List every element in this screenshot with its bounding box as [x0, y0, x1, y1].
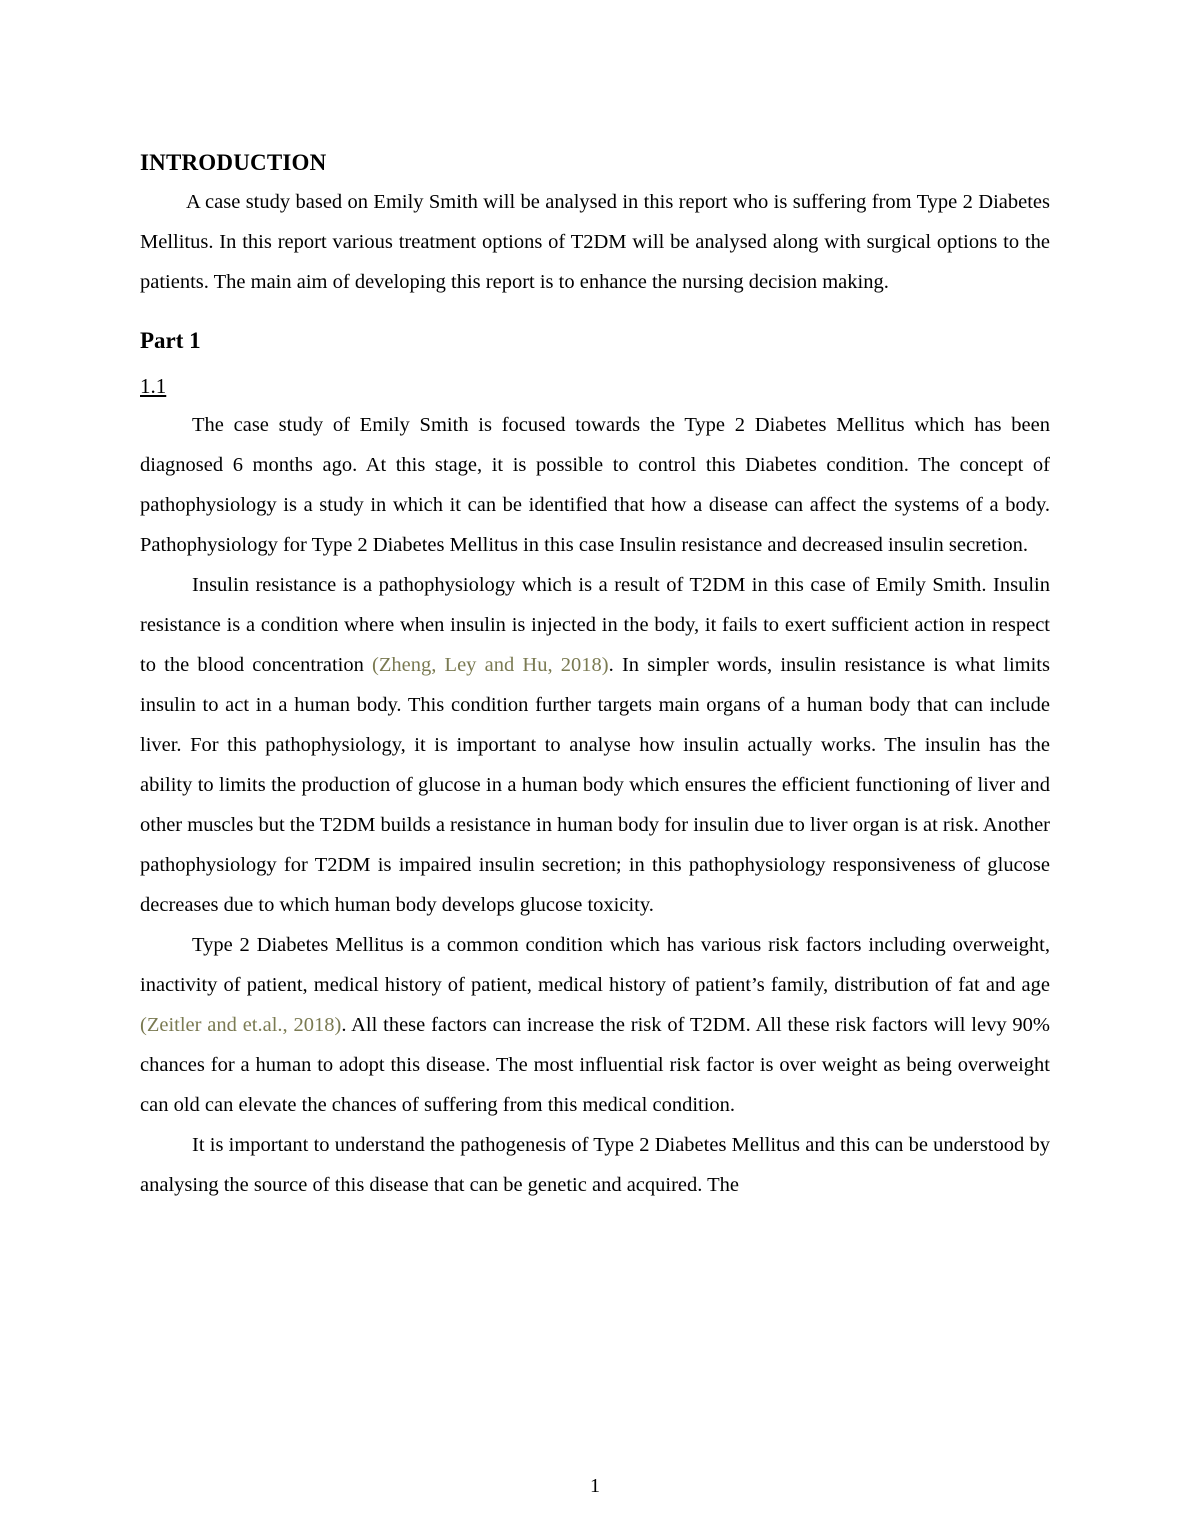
paragraph-risk-part2: . All these factors can increase the risk of T2DM. All these risk factors will levy 90% chances for a human to adopt this disease. The most influential risk factor is over weight as being overweight can old can elevate the chances of suffering from this medical condition. — [140, 1014, 1050, 1116]
page-number: 1 — [590, 1475, 600, 1497]
subsection-number: 1.1 — [140, 374, 167, 398]
paragraph-risk-part1: Type 2 Diabetes Mellitus is a common condition which has various risk factors including overweight, inactivity of patient, medical history of patient, medical history of patient’s family, distribution of fat and age — [140, 934, 1050, 996]
citation-zheng: (Zheng, Ley and Hu, 2018) — [372, 654, 609, 676]
section-heading-part-1: Part 1 — [140, 328, 201, 353]
paragraph-insulin-part1: Insulin resistance is a pathophysiology which is a result of T2DM in this case of Emily Smith. Insulin resistance is a condition where when insulin is injected in the body, it fails to exert sufficient action in respect to the blood concentration — [140, 574, 1050, 676]
paragraph-risk-factors — [140, 925, 1050, 1125]
paragraph-pathophysiology: The case study of Emily Smith is focused towards the Type 2 Diabetes Mellitus which has been diagnosed 6 months ago. At this stage, it is possible to control this Diabetes condition. The concept of pathophysiology is a study in which it can be identified that how a disease can affect the systems of a body. Pathophysiology for Type 2 Diabetes Mellitus in this case Insulin resistance and decreased insulin secretion. — [140, 414, 1050, 556]
paragraph-insulin-part2: . In simpler words, insulin resistance is what limits insulin to act in a human body. This condition further targets main organs of a human body that can include liver. For this pathophysiology, it is important to analyse how insulin actually works. The insulin has the ability to limits the production of glucose in a human body which ensures the efficient functioning of liver and other muscles but the T2DM builds a resistance in human body for insulin due to liver organ is at risk. Another pathophysiology for T2DM is impaired insulin secretion; in this pathophysiology responsiveness of glucose decreases due to which human body develops glucose toxicity. — [140, 654, 1050, 916]
intro-paragraph: A case study based on Emily Smith will be analysed in this report who is suffering from Type 2 Diabetes Mellitus. In this report various treatment options of T2DM will be analysed along with surgical options to the patients. The main aim of developing this report is to enhance the nursing decision making. — [140, 191, 1050, 293]
citation-zeitler: (Zeitler and et.al., 2018) — [140, 1014, 342, 1036]
paragraph-pathogenesis: It is important to understand the pathogenesis of Type 2 Diabetes Mellitus and this can be understood by analysing the source of this disease that can be genetic and acquired. The — [140, 1134, 1050, 1196]
paragraph-insulin-resistance — [140, 565, 1050, 925]
page-title: INTRODUCTION — [140, 150, 327, 175]
